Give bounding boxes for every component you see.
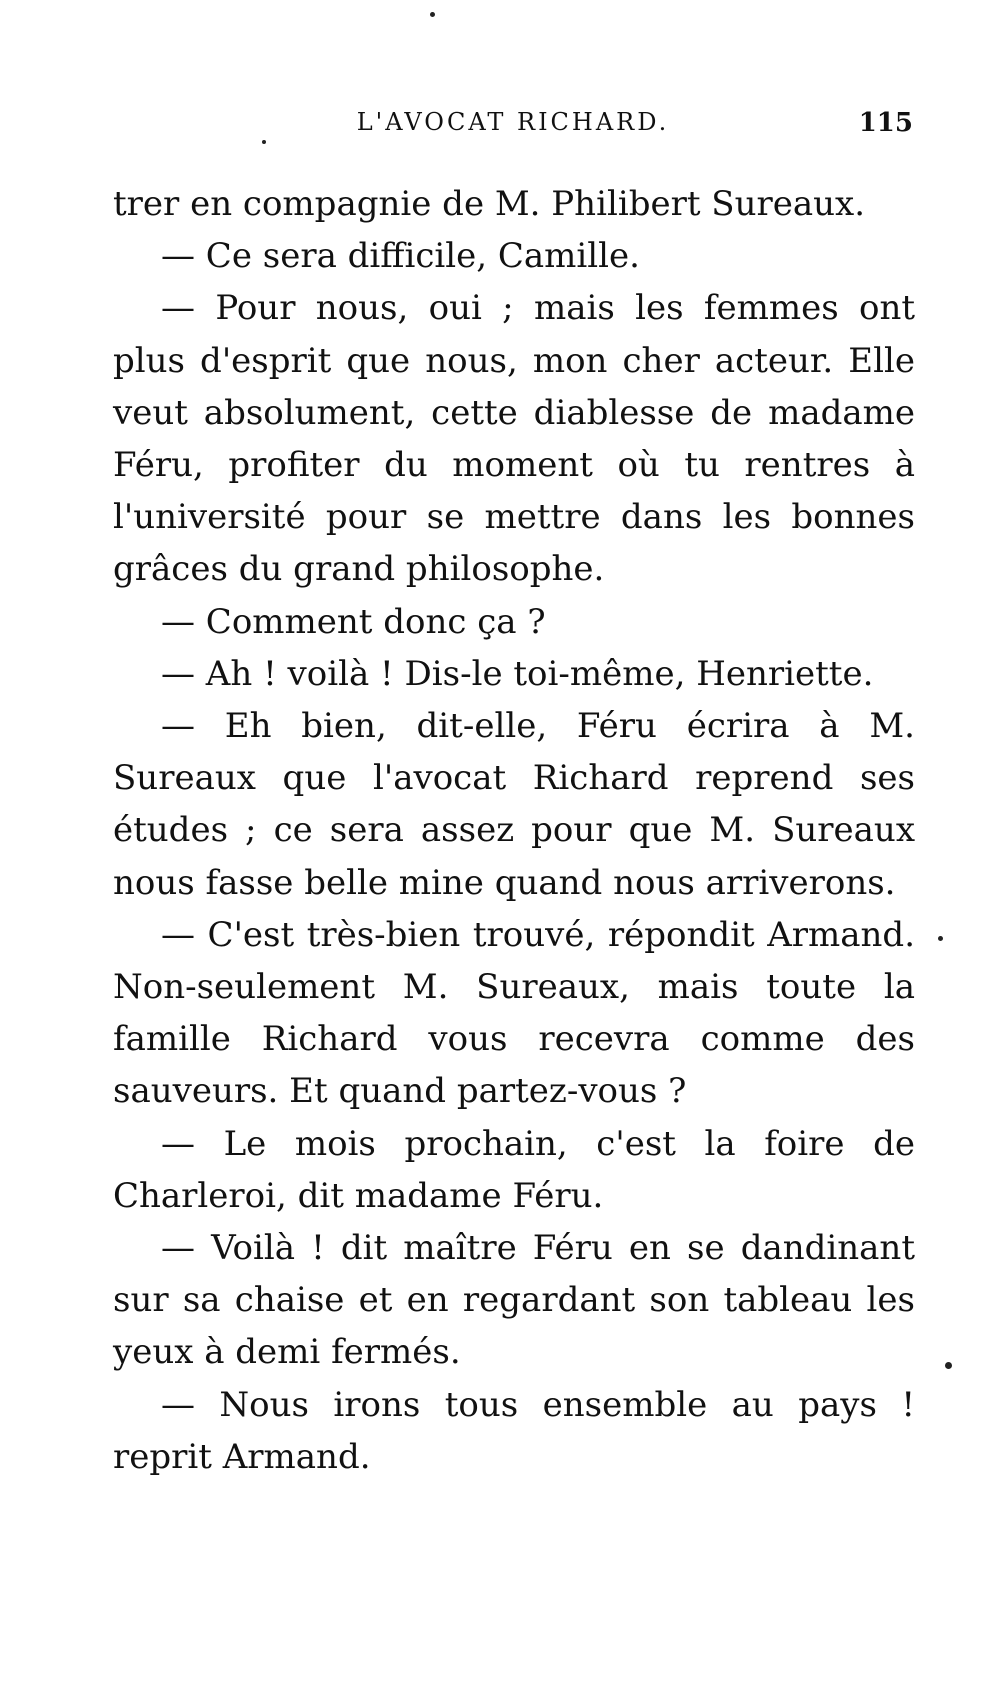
paragraph: — Comment donc ça ? bbox=[161, 601, 546, 642]
paragraph: — Ah ! voilà ! Dis-le toi-même, Henriette. bbox=[161, 653, 874, 694]
paragraph: — C'est très-bien trouvé, répondit Armand. Non-seulement M. Sureaux, mais toute la famille Richard vous recevra comme des sauveurs. Et quand partez-vous ? bbox=[113, 914, 915, 1112]
paragraph: — Pour nous, oui ; mais les femmes ont plus d'esprit que nous, mon cher acteur. Elle veut absolument, cette diablesse de madame Féru, profiter du moment où tu rentres à l'université pour se mettre dans les bonnes grâces du grand philosophe. bbox=[113, 288, 915, 590]
print-speck bbox=[938, 936, 943, 941]
paragraph: — Nous irons tous ensemble au pays ! reprit Armand. bbox=[113, 1384, 915, 1477]
body-text bbox=[113, 178, 915, 1483]
paragraph: — Voilà ! dit maître Féru en se dandinant sur sa chaise et en regardant son tableau les yeux à demi fermés. bbox=[113, 1228, 915, 1373]
paragraph: trer en compagnie de M. Philibert Sureaux. bbox=[113, 184, 866, 224]
print-speck bbox=[430, 12, 435, 17]
page-number: 115 bbox=[858, 108, 913, 138]
running-title: L'AVOCAT RICHARD. bbox=[356, 108, 670, 136]
print-speck bbox=[945, 1362, 952, 1369]
paragraph: — Eh bien, dit-elle, Féru écrira à M. Sureaux que l'avocat Richard reprend ses études ; ce sera assez pour que M. Sureaux nous fasse belle mine quand nous arriverons. bbox=[113, 706, 915, 903]
page-header bbox=[113, 108, 913, 144]
paragraph: — Le mois prochain, c'est la foire de Charleroi, dit madame Féru. bbox=[113, 1123, 915, 1216]
paragraph: — Ce sera difficile, Camille. bbox=[161, 236, 640, 277]
